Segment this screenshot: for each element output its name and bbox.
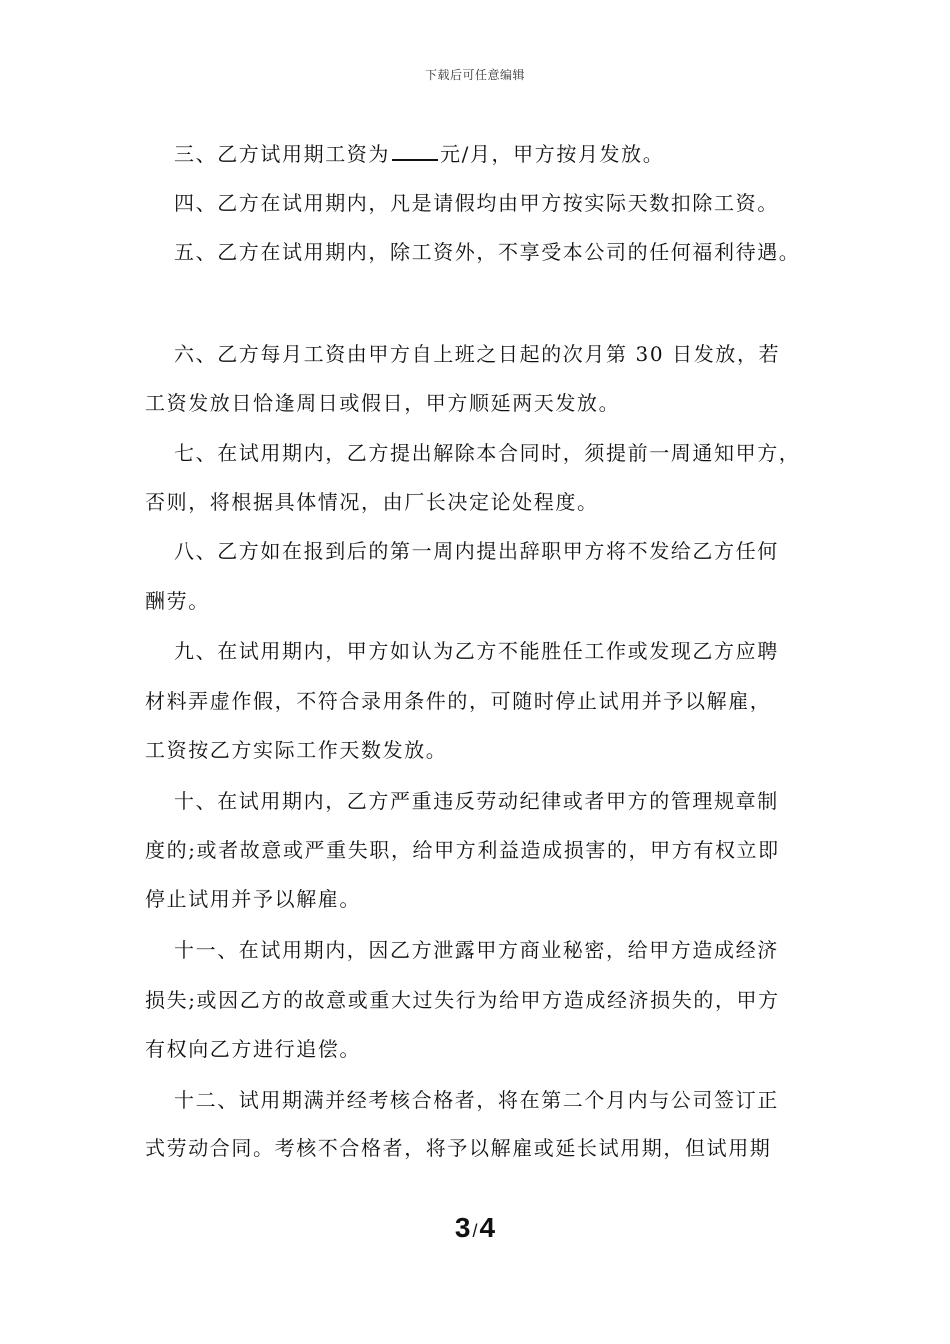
clause-12-line-1: 十二、试用期满并经考核合格者，将在第二个月内与公司签订正 [174,1088,779,1112]
page-number-current: 3 [454,1212,471,1243]
clause-11-line-2: 损失;或因乙方的故意或重大过失行为给甲方造成经济损失的，甲方 [145,988,780,1012]
clause-8-line-1: 八、乙方如在报到后的第一周内提出辞职甲方将不发给乙方任何 [174,539,779,563]
clause-3-text-b: 元/月，甲方按月发放。 [440,142,665,166]
clause-10-line-3: 停止试用并予以解雇。 [145,887,361,911]
clause-7-line-2: 否则，将根据具体情况，由厂长决定论处程度。 [145,490,599,514]
clause-4-line: 四、乙方在试用期内，凡是请假均由甲方按实际天数扣除工资。 [174,191,779,215]
clause-9-line-2: 材料弄虚作假，不符合录用条件的，可随时停止试用并予以解雇， [145,689,772,713]
clause-11-line-1: 十一、在试用期内，因乙方泄露甲方商业秘密，给甲方造成经济 [174,938,779,962]
page-number-separator: / [472,1221,478,1241]
clause-3-line [174,141,664,167]
clause-10-line-1: 十、在试用期内，乙方严重违反劳动纪律或者甲方的管理规章制 [174,789,779,813]
header-note: 下载后可任意编辑 [424,68,525,82]
clause-5-line: 五、乙方在试用期内，除工资外，不享受本公司的任何福利待遇。 [174,240,801,264]
clause-6-line-1: 六、乙方每月工资由甲方自上班之日起的次月第 30 日发放，若 [174,342,781,366]
page-number-total: 4 [479,1212,496,1243]
clause-9-line-3: 工资按乙方实际工作天数发放。 [145,738,448,762]
clause-3-text-a: 三、乙方试用期工资为 [174,142,390,166]
page-number [0,1212,950,1244]
clause-11-line-3: 有权向乙方进行追偿。 [145,1037,361,1061]
salary-blank-field [392,141,438,161]
clause-6-line-2: 工资发放日恰逢周日或假日，甲方顺延两天发放。 [145,391,621,415]
clause-8-line-2: 酬劳。 [145,589,210,613]
clause-10-line-2: 度的;或者故意或严重失职，给甲方利益造成损害的，甲方有权立即 [145,838,780,862]
clause-7-line-1: 七、在试用期内，乙方提出解除本合同时，须提前一周通知甲方， [174,441,801,465]
clause-9-line-1: 九、在试用期内，甲方如认为乙方不能胜任工作或发现乙方应聘 [174,639,779,663]
clause-12-line-2: 式劳动合同。考核不合格者，将予以解雇或延长试用期，但试用期 [145,1136,772,1160]
